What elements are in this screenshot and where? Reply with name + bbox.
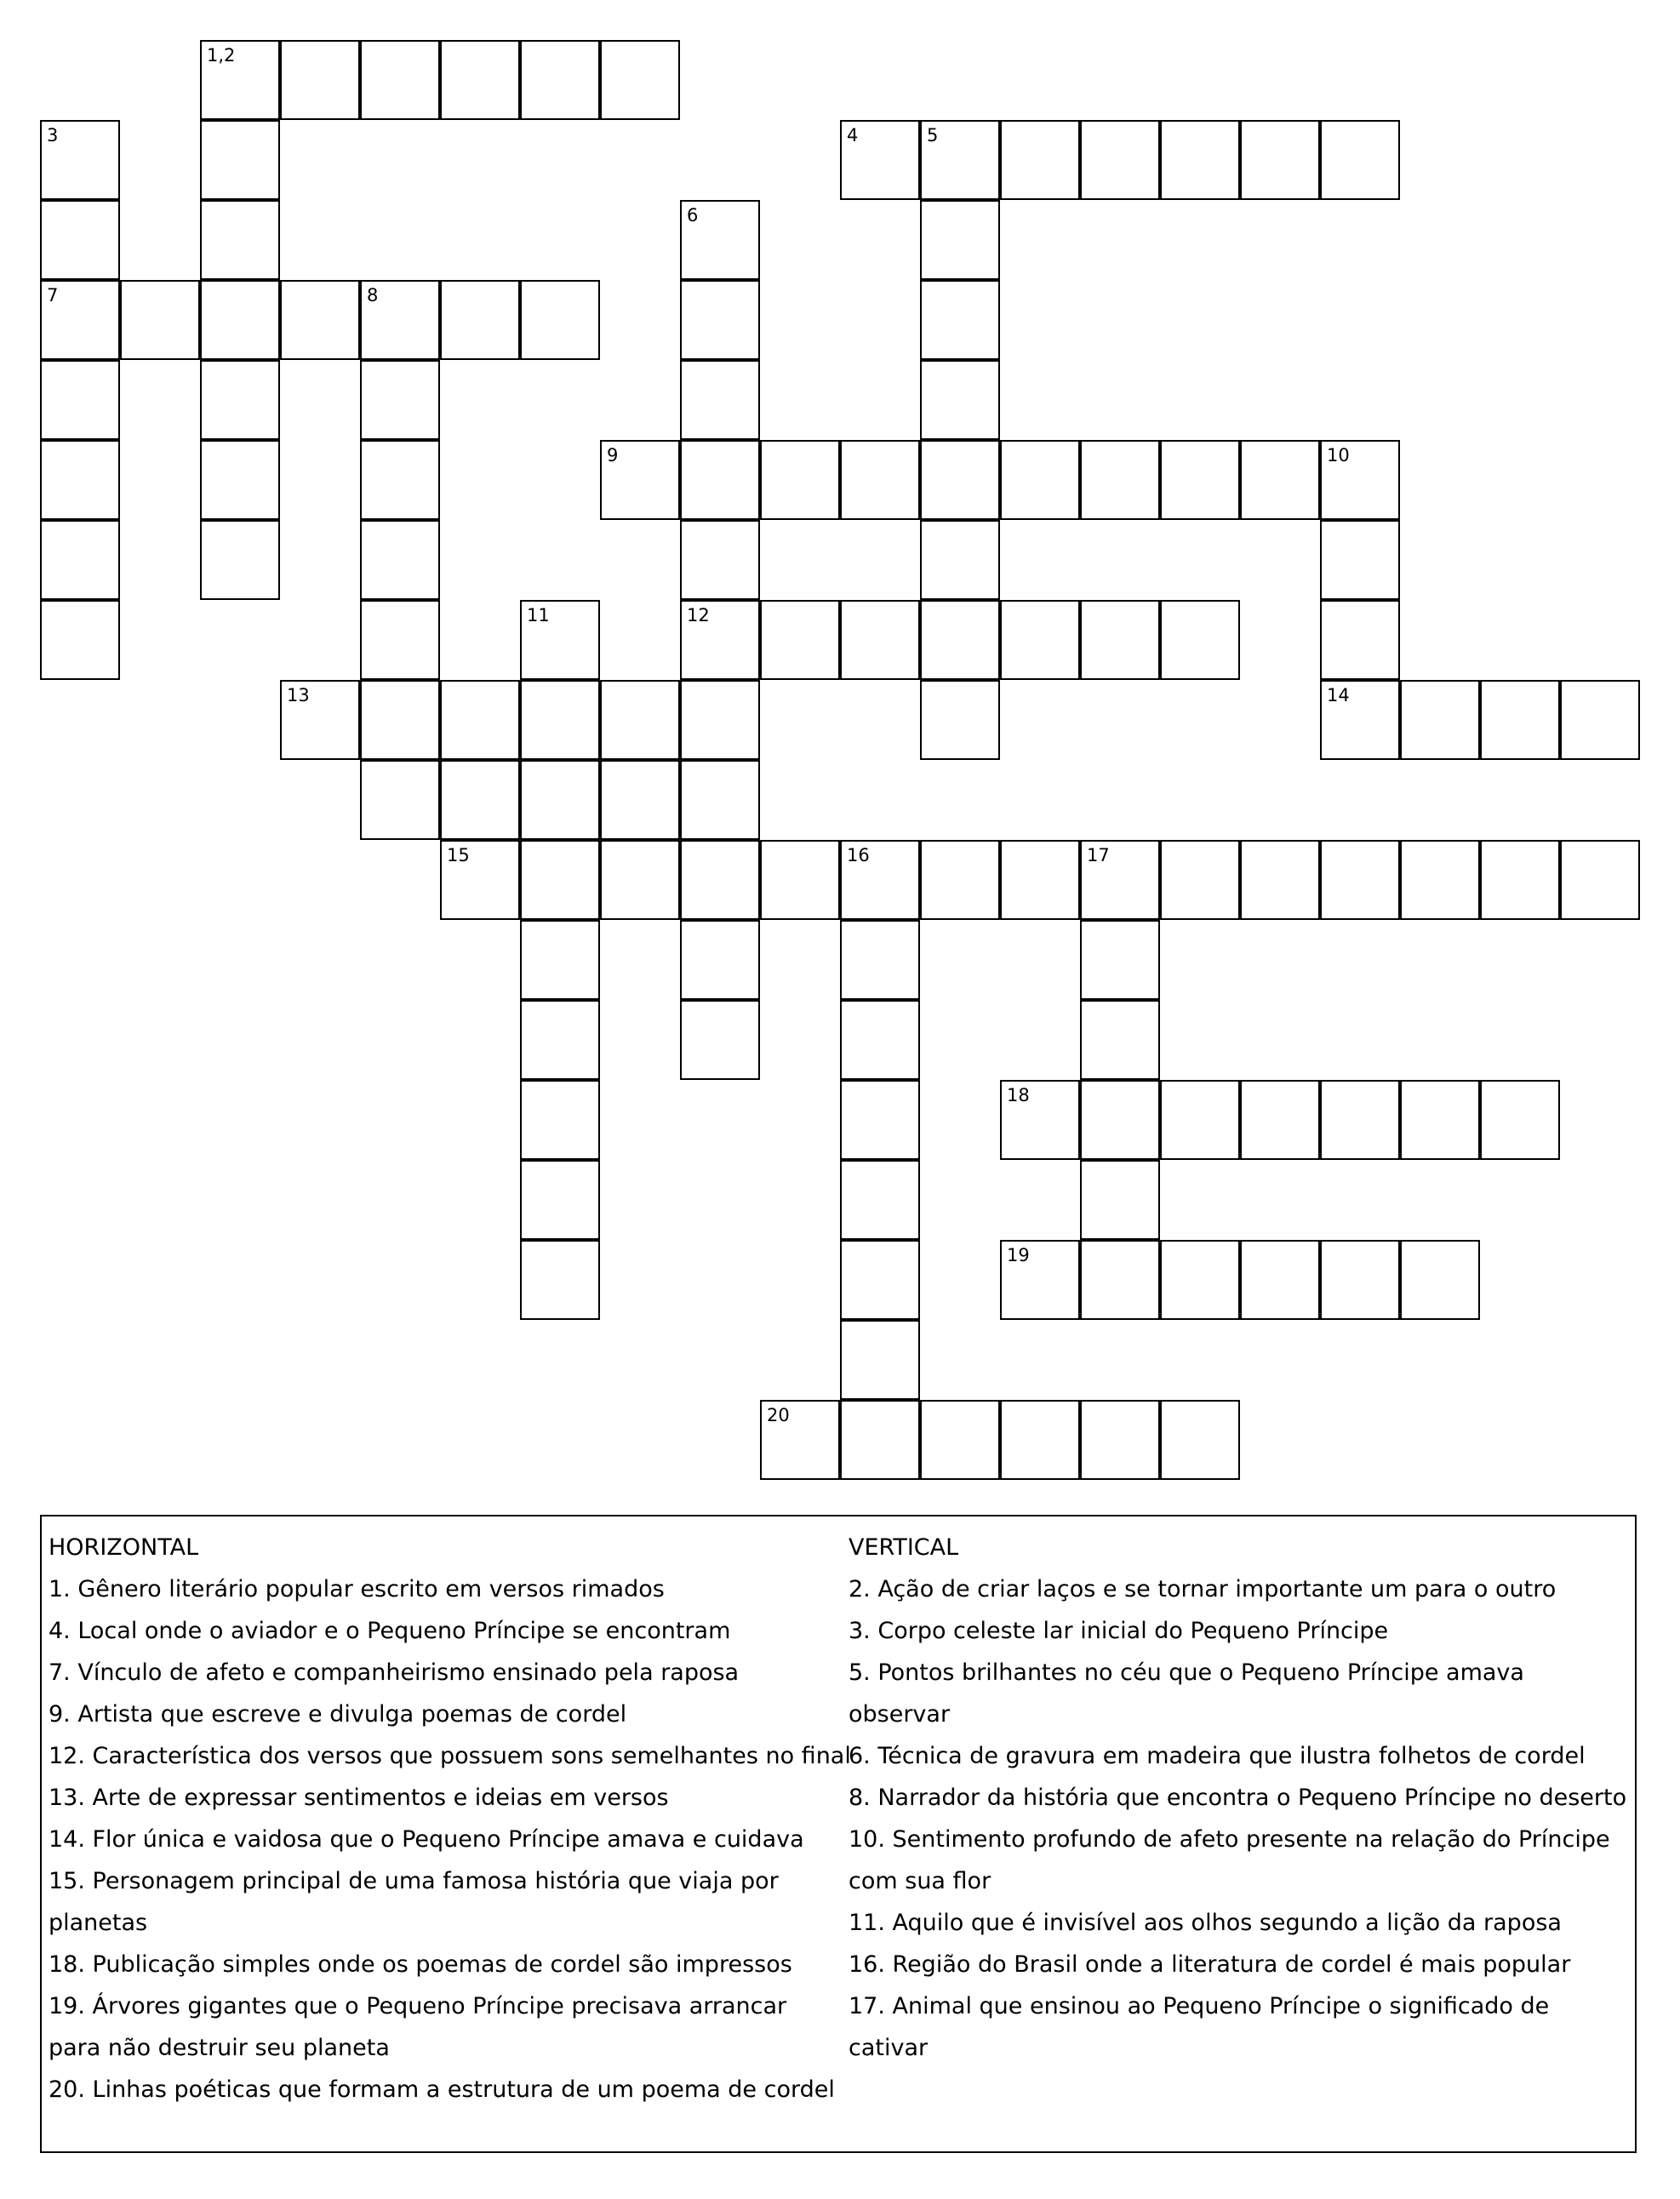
clue-number: 3 — [47, 125, 59, 146]
grid-cell[interactable] — [1320, 1080, 1400, 1160]
grid-cell[interactable] — [760, 600, 840, 680]
grid-cell[interactable] — [360, 680, 440, 760]
grid-cell[interactable] — [600, 840, 680, 920]
grid-cell[interactable] — [840, 1160, 920, 1240]
grid-cell[interactable] — [840, 440, 920, 520]
grid-cell[interactable] — [200, 200, 280, 280]
grid-cell[interactable] — [520, 1160, 600, 1240]
grid-cell[interactable] — [680, 280, 760, 360]
vertical-clue: 5. Pontos brilhantes no céu que o Pequeno Príncipe amava observar — [849, 1659, 1524, 1728]
grid-cell[interactable] — [1320, 1240, 1400, 1320]
clue-number: 10 — [1327, 445, 1350, 466]
vertical-clue: 8. Narrador da história que encontra o Pequeno Príncipe no deserto — [849, 1785, 1627, 1811]
grid-cell[interactable] — [600, 40, 680, 120]
grid-cell[interactable] — [440, 840, 520, 920]
clue-number: 19 — [1007, 1245, 1030, 1265]
vertical-heading: VERTICAL — [849, 1534, 959, 1561]
grid-cell[interactable] — [1560, 840, 1640, 920]
grid-cell[interactable] — [440, 40, 520, 120]
grid-cell[interactable] — [840, 600, 920, 680]
vertical-clue: 2. Ação de criar laços e se tornar importante um para o outro — [849, 1576, 1557, 1602]
horizontal-clue: para não destruir seu planeta — [49, 2035, 390, 2061]
clue-number: 8 — [367, 285, 379, 306]
grid-cell[interactable] — [1400, 1240, 1480, 1320]
vertical-clue: 11. Aquilo que é invisível aos olhos segundo a lição da raposa — [849, 1910, 1562, 1936]
grid-cell[interactable] — [840, 120, 920, 200]
grid-cell[interactable] — [1320, 840, 1400, 920]
grid-cell[interactable] — [1320, 520, 1400, 600]
clue-number: 5 — [927, 125, 939, 146]
grid-cell[interactable] — [440, 760, 520, 840]
vertical-clue: 3. Corpo celeste lar inicial do Pequeno Príncipe — [849, 1618, 1389, 1644]
clue-number: 1,2 — [207, 45, 236, 66]
grid-cell[interactable] — [1160, 1400, 1240, 1480]
vertical-clue: 10. Sentimento profundo de afeto presente na relação do Príncipe — [849, 1826, 1610, 1853]
grid-cell[interactable] — [600, 440, 680, 520]
grid-cell[interactable] — [440, 680, 520, 760]
grid-cell[interactable] — [920, 1400, 1000, 1480]
horizontal-clue-list — [49, 1568, 866, 2110]
horizontal-clue: 4. Local onde o aviador e o Pequeno Príncipe se encontram — [49, 1618, 731, 1644]
clue-number: 4 — [847, 125, 859, 146]
grid-cell[interactable] — [1400, 1080, 1480, 1160]
grid-cell[interactable] — [1080, 920, 1160, 1000]
grid-cell[interactable] — [840, 1080, 920, 1160]
grid-cell[interactable] — [1080, 120, 1160, 200]
grid-cell[interactable] — [360, 280, 440, 360]
grid-cell[interactable] — [920, 120, 1000, 200]
horizontal-clue: 15. Personagem principal de uma famosa história que viaja por — [49, 1868, 779, 1894]
grid-cell[interactable] — [840, 840, 920, 920]
clue-number: 13 — [287, 685, 310, 705]
clue-number: 6 — [687, 205, 699, 226]
grid-cell[interactable] — [1240, 840, 1320, 920]
grid-cell[interactable] — [680, 440, 760, 520]
grid-cell[interactable] — [360, 440, 440, 520]
horizontal-clue: 12. Característica dos versos que possuem sons semelhantes no final — [49, 1743, 851, 1769]
grid-cell[interactable] — [760, 840, 840, 920]
grid-cell[interactable] — [520, 760, 600, 840]
grid-cell[interactable] — [840, 1240, 920, 1320]
grid-cell[interactable] — [200, 40, 280, 120]
grid-cell[interactable] — [1160, 840, 1240, 920]
grid-cell[interactable] — [40, 440, 120, 520]
clue-number: 11 — [527, 605, 550, 625]
grid-cell[interactable] — [200, 360, 280, 440]
grid-cell[interactable] — [520, 1080, 600, 1160]
vertical-clue-list — [849, 1568, 1631, 2069]
grid-cell[interactable] — [280, 680, 360, 760]
grid-cell[interactable] — [1080, 1240, 1160, 1320]
clue-number: 12 — [687, 605, 710, 625]
grid-cell[interactable] — [920, 840, 1000, 920]
grid-cell[interactable] — [1480, 680, 1560, 760]
grid-cell[interactable] — [1000, 840, 1080, 920]
grid-cell[interactable] — [40, 600, 120, 680]
grid-cell[interactable] — [1080, 1400, 1160, 1480]
grid-cell[interactable] — [1000, 1240, 1080, 1320]
grid-cell[interactable] — [1000, 440, 1080, 520]
grid-cell[interactable] — [1320, 440, 1400, 520]
grid-cell[interactable] — [1160, 440, 1240, 520]
grid-cell[interactable] — [1000, 1080, 1080, 1160]
vertical-clues — [849, 1527, 1631, 2069]
grid-cell[interactable] — [1160, 600, 1240, 680]
grid-cell[interactable] — [1000, 1400, 1080, 1480]
grid-cell[interactable] — [360, 600, 440, 680]
clues-box — [40, 1515, 1637, 2153]
grid-cell[interactable] — [1320, 120, 1400, 200]
grid-cell[interactable] — [920, 280, 1000, 360]
grid-cell[interactable] — [1560, 680, 1640, 760]
grid-cell[interactable] — [760, 1400, 840, 1480]
grid-cell[interactable] — [120, 280, 200, 360]
clue-number: 20 — [767, 1405, 790, 1425]
grid-cell[interactable] — [1000, 120, 1080, 200]
clue-number: 9 — [607, 445, 619, 466]
vertical-clue: 16. Região do Brasil onde a literatura de cordel é mais popular — [849, 1951, 1571, 1978]
grid-cell[interactable] — [520, 920, 600, 1000]
vertical-clue: 17. Animal que ensinou ao Pequeno Príncipe o significado de cativar — [849, 1993, 1550, 2061]
grid-cell[interactable] — [920, 600, 1000, 680]
grid-cell[interactable] — [680, 920, 760, 1000]
grid-cell[interactable] — [520, 1240, 600, 1320]
grid-cell[interactable] — [520, 680, 600, 760]
grid-cell[interactable] — [920, 520, 1000, 600]
clue-number: 16 — [847, 845, 870, 865]
grid-cell[interactable] — [840, 1000, 920, 1080]
grid-cell[interactable] — [1480, 1080, 1560, 1160]
grid-cell[interactable] — [520, 40, 600, 120]
horizontal-clue: 14. Flor única e vaidosa que o Pequeno Príncipe amava e cuidava — [49, 1826, 804, 1853]
grid-cell[interactable] — [680, 600, 760, 680]
grid-cell[interactable] — [360, 40, 440, 120]
horizontal-clues — [49, 1527, 866, 2110]
grid-cell[interactable] — [520, 1000, 600, 1080]
grid-cell[interactable] — [520, 600, 600, 680]
grid-cell[interactable] — [840, 1400, 920, 1480]
grid-cell[interactable] — [1240, 1080, 1320, 1160]
grid-cell[interactable] — [40, 520, 120, 600]
grid-cell[interactable] — [1240, 1240, 1320, 1320]
clue-number: 14 — [1327, 685, 1350, 705]
grid-cell[interactable] — [360, 760, 440, 840]
grid-cell[interactable] — [1240, 120, 1320, 200]
grid-cell[interactable] — [600, 760, 680, 840]
grid-cell[interactable] — [1400, 840, 1480, 920]
grid-cell[interactable] — [680, 680, 760, 760]
grid-cell[interactable] — [40, 200, 120, 280]
grid-cell[interactable] — [1480, 840, 1560, 920]
horizontal-clue: 9. Artista que escreve e divulga poemas de cordel — [49, 1701, 627, 1728]
grid-cell[interactable] — [680, 760, 760, 840]
grid-cell[interactable] — [680, 520, 760, 600]
grid-cell[interactable] — [1000, 600, 1080, 680]
grid-cell[interactable] — [920, 200, 1000, 280]
grid-cell[interactable] — [520, 280, 600, 360]
grid-cell[interactable] — [200, 520, 280, 600]
grid-cell[interactable] — [200, 440, 280, 520]
grid-cell[interactable] — [440, 280, 520, 360]
grid-cell[interactable] — [680, 840, 760, 920]
grid-cell[interactable] — [360, 520, 440, 600]
grid-cell[interactable] — [1320, 680, 1400, 760]
grid-cell[interactable] — [520, 840, 600, 920]
horizontal-clue: 18. Publicação simples onde os poemas de cordel são impressos — [49, 1951, 792, 1978]
horizontal-clue: 19. Árvores gigantes que o Pequeno Príncipe precisava arrancar — [49, 1993, 787, 2019]
clue-number: 17 — [1087, 845, 1110, 865]
grid-cell[interactable] — [920, 440, 1000, 520]
grid-cell[interactable] — [280, 40, 360, 120]
clue-number: 18 — [1007, 1085, 1030, 1105]
grid-cell[interactable] — [680, 1000, 760, 1080]
grid-cell[interactable] — [1160, 1080, 1240, 1160]
grid-cell[interactable] — [40, 360, 120, 440]
grid-cell[interactable] — [760, 440, 840, 520]
grid-cell[interactable] — [600, 680, 680, 760]
grid-cell[interactable] — [920, 680, 1000, 760]
grid-cell[interactable] — [840, 920, 920, 1000]
grid-cell[interactable] — [1320, 600, 1400, 680]
horizontal-clue: 7. Vínculo de afeto e companheirismo ensinado pela raposa — [49, 1659, 740, 1686]
grid-cell[interactable] — [840, 1320, 920, 1400]
grid-cell[interactable] — [1080, 440, 1160, 520]
horizontal-clue: 1. Gênero literário popular escrito em versos rimados — [49, 1576, 665, 1602]
horizontal-clue: 20. Linhas poéticas que formam a estrutura de um poema de cordel — [49, 2076, 835, 2103]
grid-cell[interactable] — [680, 200, 760, 280]
horizontal-clue: 13. Arte de expressar sentimentos e ideias em versos — [49, 1785, 669, 1811]
vertical-clue: 6. Técnica de gravura em madeira que ilustra folhetos de cordel — [849, 1743, 1586, 1769]
grid-cell[interactable] — [1080, 1160, 1160, 1240]
vertical-clue: com sua flor — [849, 1868, 991, 1894]
horizontal-heading: HORIZONTAL — [49, 1534, 199, 1561]
clue-number: 7 — [47, 285, 59, 306]
grid-cell[interactable] — [1160, 120, 1240, 200]
grid-cell[interactable] — [40, 280, 120, 360]
grid-cell[interactable] — [280, 280, 360, 360]
grid-cell[interactable] — [200, 120, 280, 200]
grid-cell[interactable] — [200, 280, 280, 360]
grid-cell[interactable] — [680, 360, 760, 440]
horizontal-clue: planetas — [49, 1910, 148, 1936]
grid-cell[interactable] — [40, 120, 120, 200]
grid-cell[interactable] — [1080, 600, 1160, 680]
grid-cell[interactable] — [1080, 1000, 1160, 1080]
grid-cell[interactable] — [1080, 1080, 1160, 1160]
grid-cell[interactable] — [1400, 680, 1480, 760]
grid-cell[interactable] — [1080, 840, 1160, 920]
grid-cell[interactable] — [1160, 1240, 1240, 1320]
grid-cell[interactable] — [1240, 440, 1320, 520]
grid-cell[interactable] — [920, 360, 1000, 440]
clue-number: 15 — [447, 845, 470, 865]
grid-cell[interactable] — [360, 360, 440, 440]
